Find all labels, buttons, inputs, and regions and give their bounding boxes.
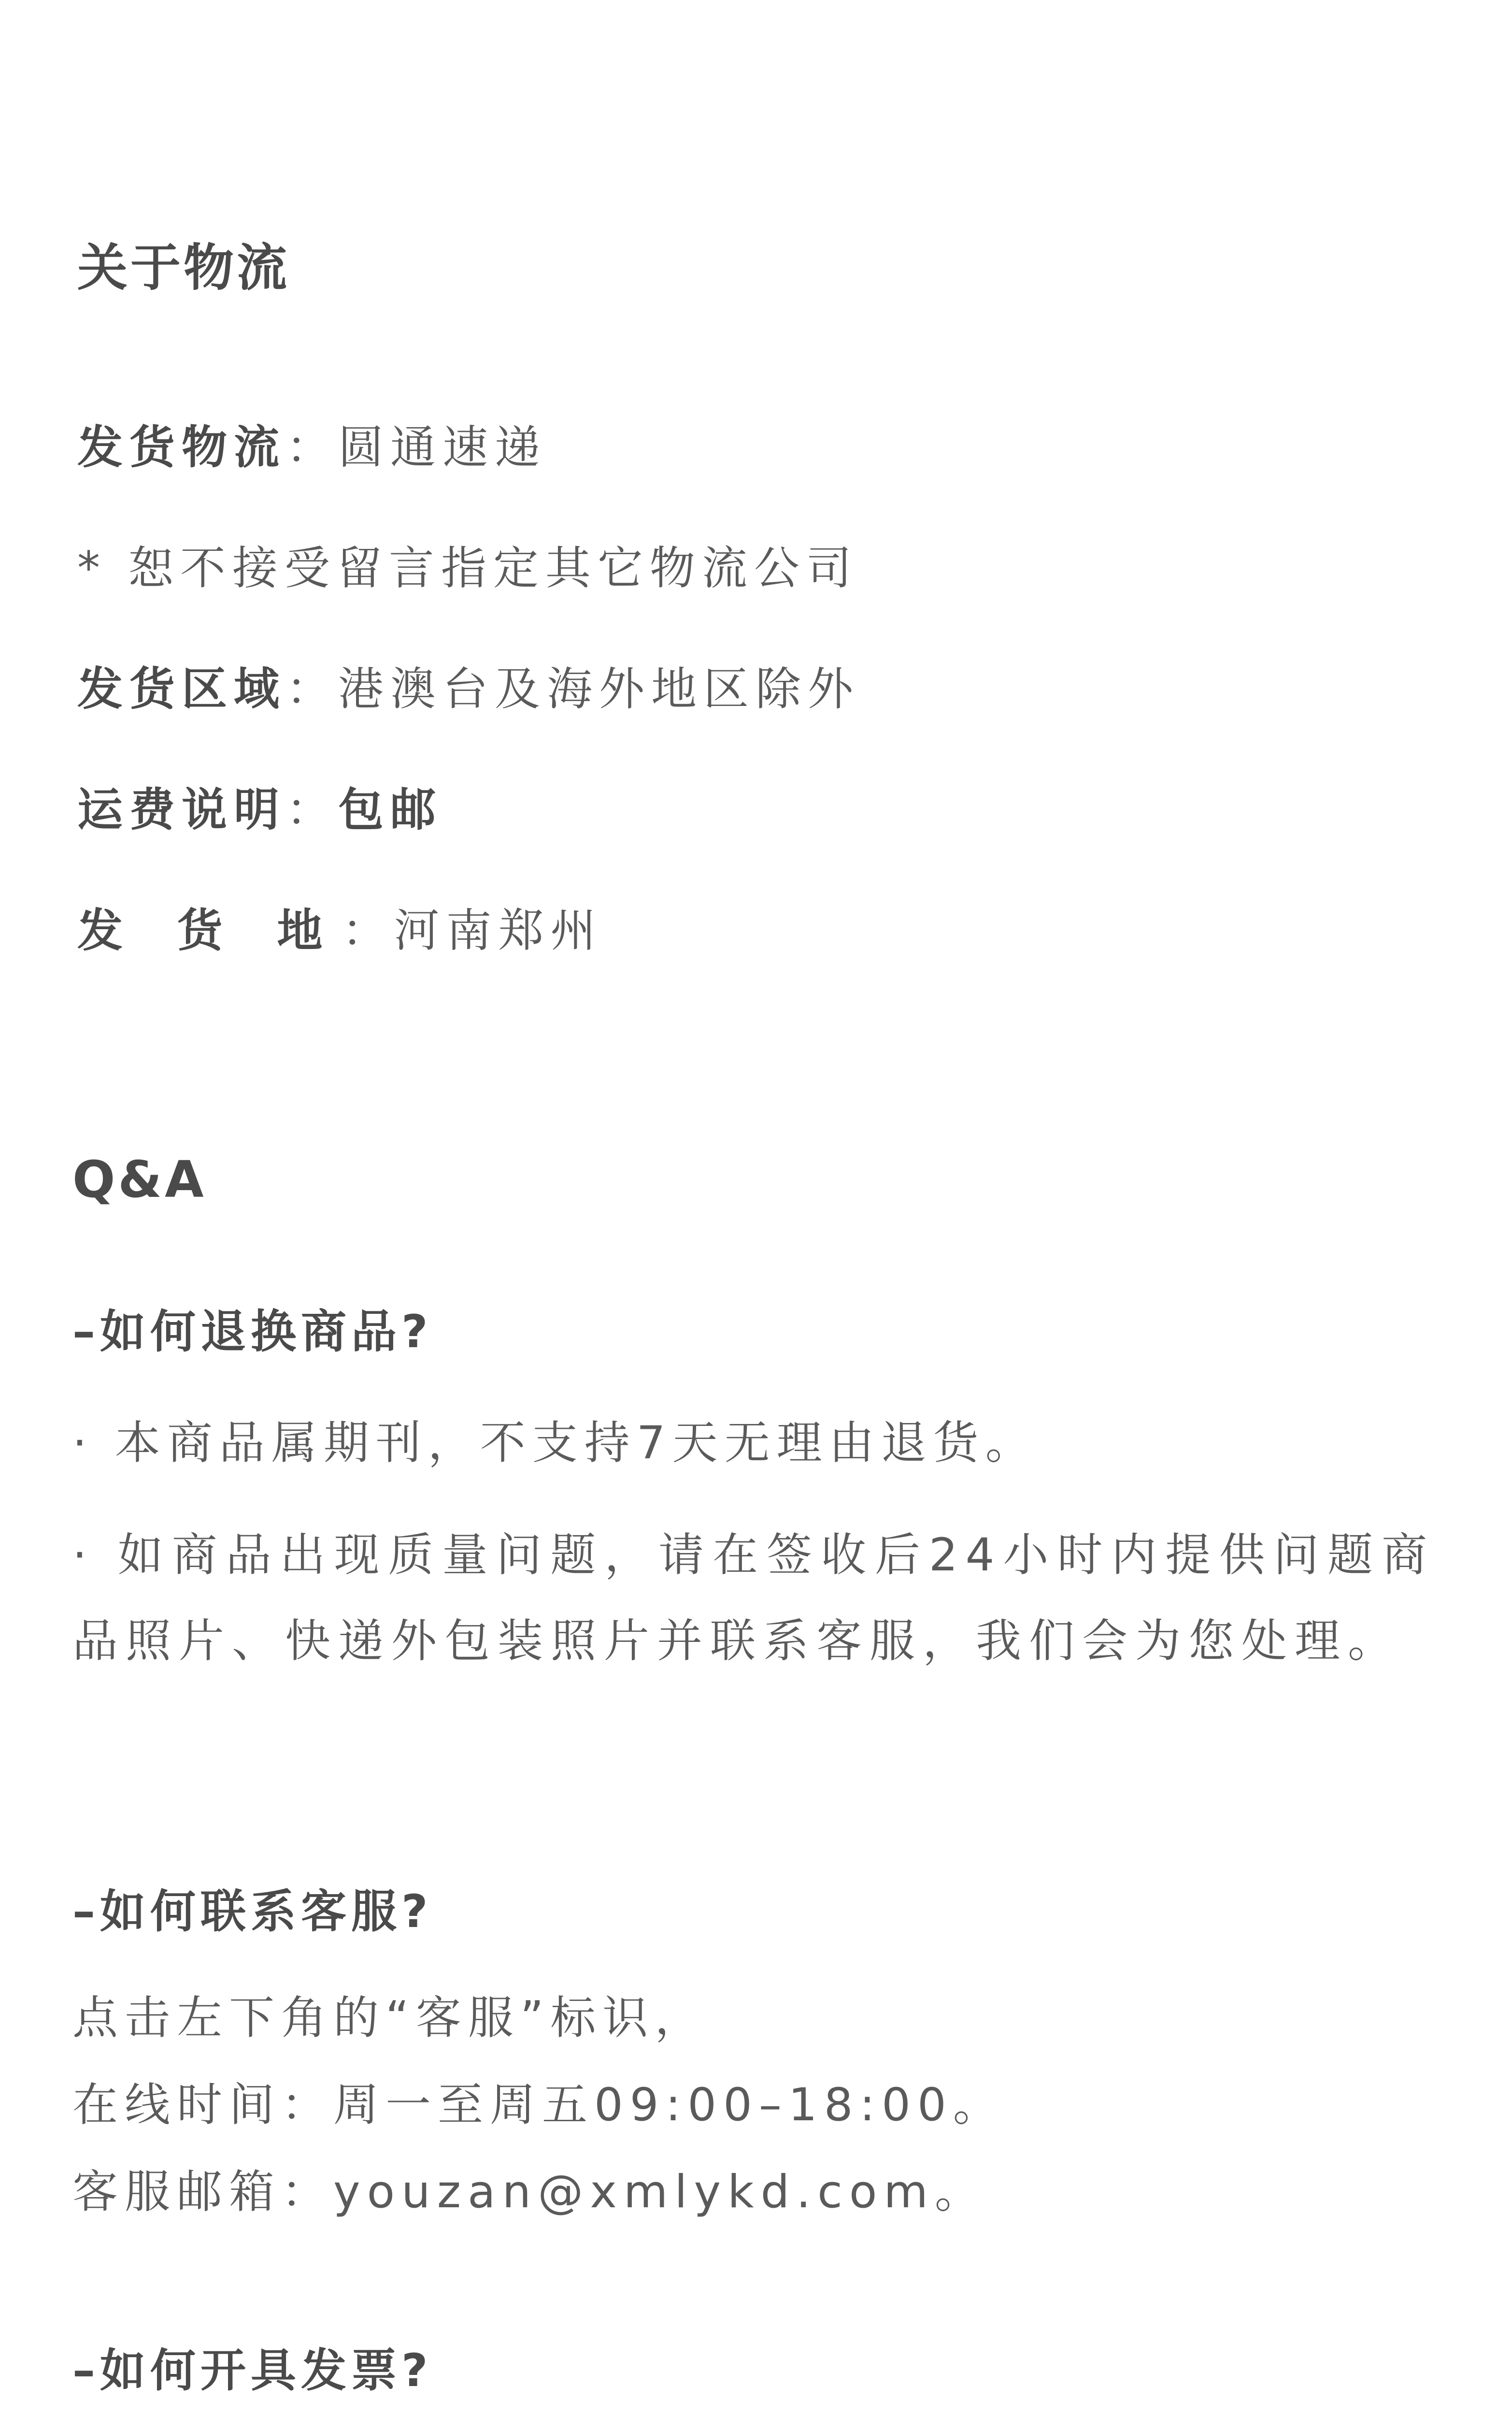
shipping-label: 运费说明 bbox=[77, 784, 286, 836]
invoice-question: –如何开具发票? bbox=[72, 2344, 433, 2397]
contact-line-1: 点击左下角的“客服”标识， bbox=[72, 1992, 707, 2044]
contact-question: –如何联系客服? bbox=[72, 1885, 433, 1938]
carrier-note: * 恕不接受留言指定其它物流公司 bbox=[77, 542, 858, 595]
origin-colon: ： bbox=[342, 905, 394, 957]
qa-title: Q&A bbox=[72, 1150, 207, 1209]
carrier-colon: ： bbox=[286, 421, 339, 474]
shipping-row bbox=[77, 773, 442, 838]
shipping-colon: ： bbox=[286, 784, 339, 836]
region-row bbox=[77, 652, 860, 718]
region-colon: ： bbox=[286, 663, 339, 716]
region-value: 港澳台及海外地区除外 bbox=[338, 663, 860, 716]
contact-line-2: 在线时间：周一至周五09:00–18:00。 bbox=[72, 2079, 1005, 2131]
return-answer-1: · 本商品属期刊，不支持7天无理由退货。 bbox=[72, 1417, 1038, 1469]
return-question: –如何退换商品? bbox=[72, 1306, 433, 1358]
return-answer-2: · 如商品出现质量问题，请在签收后24小时内提供问题商品照片、快递外包装照片并联系客服，我们会为您处理。 bbox=[72, 1529, 1435, 1668]
carrier-row bbox=[77, 411, 547, 476]
shipping-value: 包邮 bbox=[338, 784, 443, 836]
logistics-title: 关于物流 bbox=[77, 238, 290, 297]
carrier-label: 发货物流 bbox=[77, 421, 286, 474]
origin-label: 发 货 地 bbox=[77, 905, 342, 957]
region-label: 发货区域 bbox=[77, 663, 286, 716]
origin-value: 河南郑州 bbox=[394, 905, 603, 957]
carrier-value: 圆通速递 bbox=[338, 421, 547, 474]
contact-email: 客服邮箱：youzan@xmlykd.com。 bbox=[72, 2166, 987, 2218]
origin-row bbox=[77, 894, 602, 959]
